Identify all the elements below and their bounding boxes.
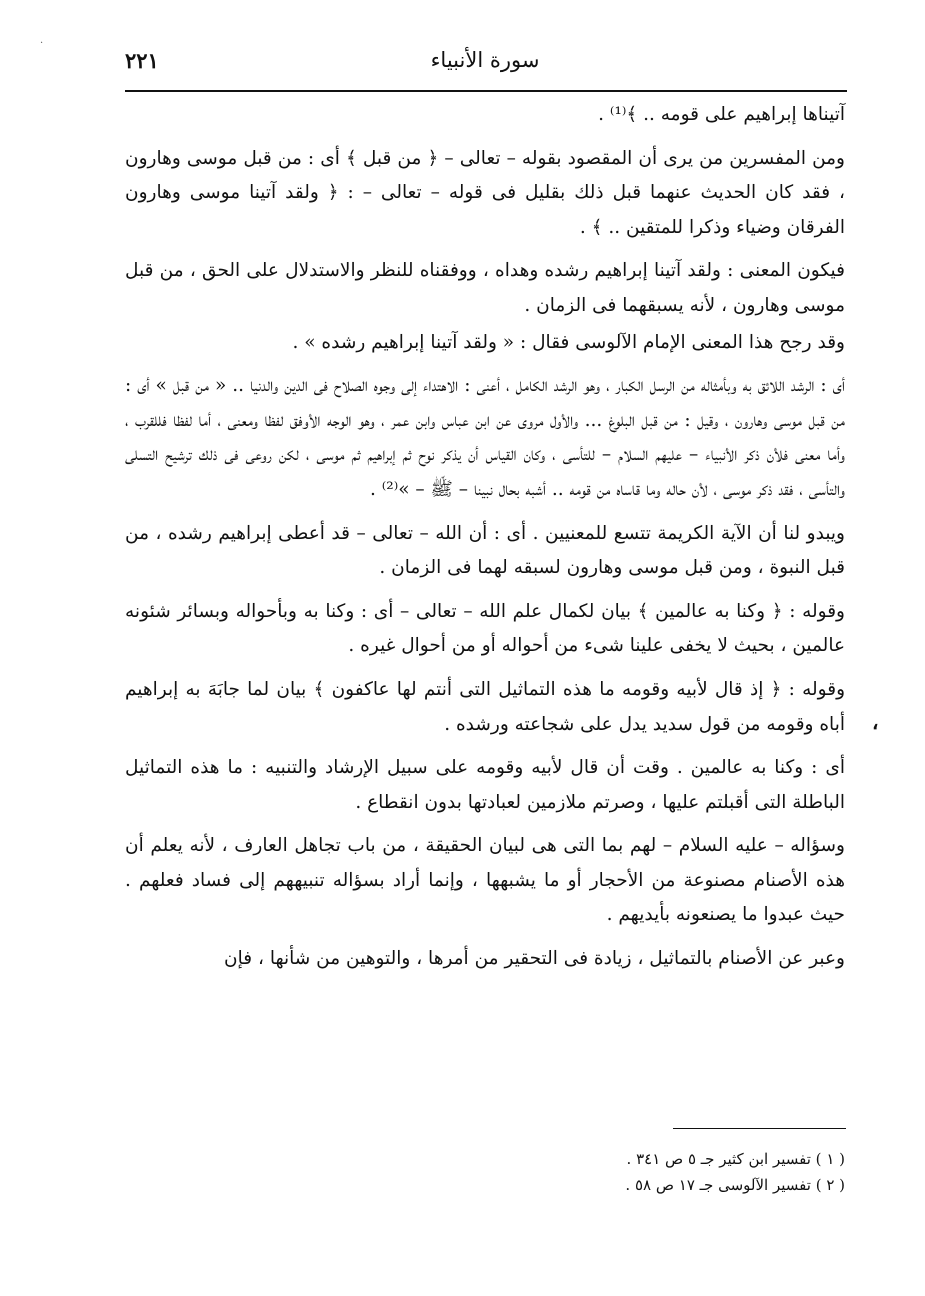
footnote-divider <box>673 1128 846 1129</box>
paragraph: وقد رجح هذا المعنى الإمام الآلوسى فقال : « ولقد آتينا إبراهيم رشده » . <box>292 331 845 353</box>
paragraph: وعبر عن الأصنام بالتماثيل ، زيادة فى التحقير من أمرها ، والتوهين من شأنها ، فإن <box>224 948 845 970</box>
paragraph: أى : وكنا به عالمين . وقت أن قال لأبيه وقومه على سبيل الإرشاد والتنبيه : ما هذه التماثيل الباطلة التى أقبلتم عليها ، وصرتم ملازمين لعبادتها بدون انقطاع . <box>125 757 845 813</box>
paragraph: وقوله : ﴿ إذ قال لأبيه وقومه ما هذه التماثيل التى أنتم لها عاكفون ﴾ بيان لما جابَهَ به إبراهيم أباه وقومه من قول سديد يدل على شجاعته ورشده . <box>125 678 845 735</box>
paragraph: وقوله : ﴿ وكنا به عالمين ﴾ بيان لكمال علم الله – تعالى – أى : وكنا به وبأحواله وبسائر شئونه عالمين ، بحيث لا يخفى علينا شىء من أحواله أو من أحوال غيره . <box>125 600 845 657</box>
paragraph: آتيناها إبراهيم على قومه .. ﴾⁽¹⁾ . <box>598 104 845 125</box>
scan-speck: · <box>40 38 44 49</box>
paragraph: فيكون المعنى : ولقد آتينا إبراهيم رشده وهداه ، ووفقناه للنظر والاستدلال على الحق ، من قبل موسى وهارون ، لأنه يسبقهما فى الزمان . <box>125 260 845 316</box>
page-header <box>125 44 845 84</box>
page-number: ٢٢١ <box>125 48 159 73</box>
footnote: ( ٢ ) تفسير الآلوسى جـ ١٧ ص ٥٨ . <box>625 1176 845 1194</box>
paragraph: وسؤاله – عليه السلام – لهم بما التى هى لبيان الحقيقة ، من باب تجاهل العارف ، لأنه يعلم أن هذه الأصنام مصنوعة من الأحجار أو ما يشبهها ، وإنما أراد بسؤاله تنبيههم إلى فساد فعلهم . حيث عبدوا ما يصنعونه بأيديهم . <box>125 835 845 926</box>
margin-mark: ، <box>872 710 879 734</box>
paragraph: ومن المفسرين من يرى أن المقصود بقوله – تعالى – ﴿ من قبل ﴾ أى : من قبل موسى وهارون ، فقد كان الحديث عنهما قبل ذلك بقليل فى قوله – تعالى – : ﴿ ولقد آتينا موسى وهارون الفرقان وضياء وذكرا للمتقين .. ﴾ . <box>125 147 845 238</box>
paragraph: أى : الرشد اللائق به وبأمثاله من الرسل الكبار ، وهو الرشد الكامل ، أعنى : الاهتداء إلى وجوه الصلاح فى الدين والدنيا .. « من قبل » أى : من قبل موسى وهارون ، وقيل : من قبل البلوغ ... والأول مروى عن ابن عباس وابن عمر ، وهو الوجه الأوفق لفظا ومعنى ، أما لفظا فللقرب ، وأما معنى فلأن ذكر الأنبياء – عليهم السلام – للتأسى ، وكان القياس أن يذكر نوح ثم إبراهيم ثم موسى ، لكن روعى فى ذلك ترشيح التسلى والتأسى ، فقد ذكر موسى ، لأن حاله وما قاساه من قومه .. أشبه بحال نبينا – ﷺ – »⁽²⁾ . <box>125 375 845 500</box>
page-title: سورة الأنبياء <box>430 48 540 72</box>
main-text <box>125 98 845 977</box>
footnotes <box>300 1146 845 1198</box>
paragraph: ويبدو لنا أن الآية الكريمة تتسع للمعنيين . أى : أن الله – تعالى – قد أعطى إبراهيم رشده ، من قبل النبوة ، ومن قبل موسى وهارون لسبقه لهما فى الزمان . <box>125 522 845 579</box>
footnote: ( ١ ) تفسير ابن كثير جـ ٥ ص ٣٤١ . <box>626 1150 845 1168</box>
header-divider <box>125 90 847 92</box>
